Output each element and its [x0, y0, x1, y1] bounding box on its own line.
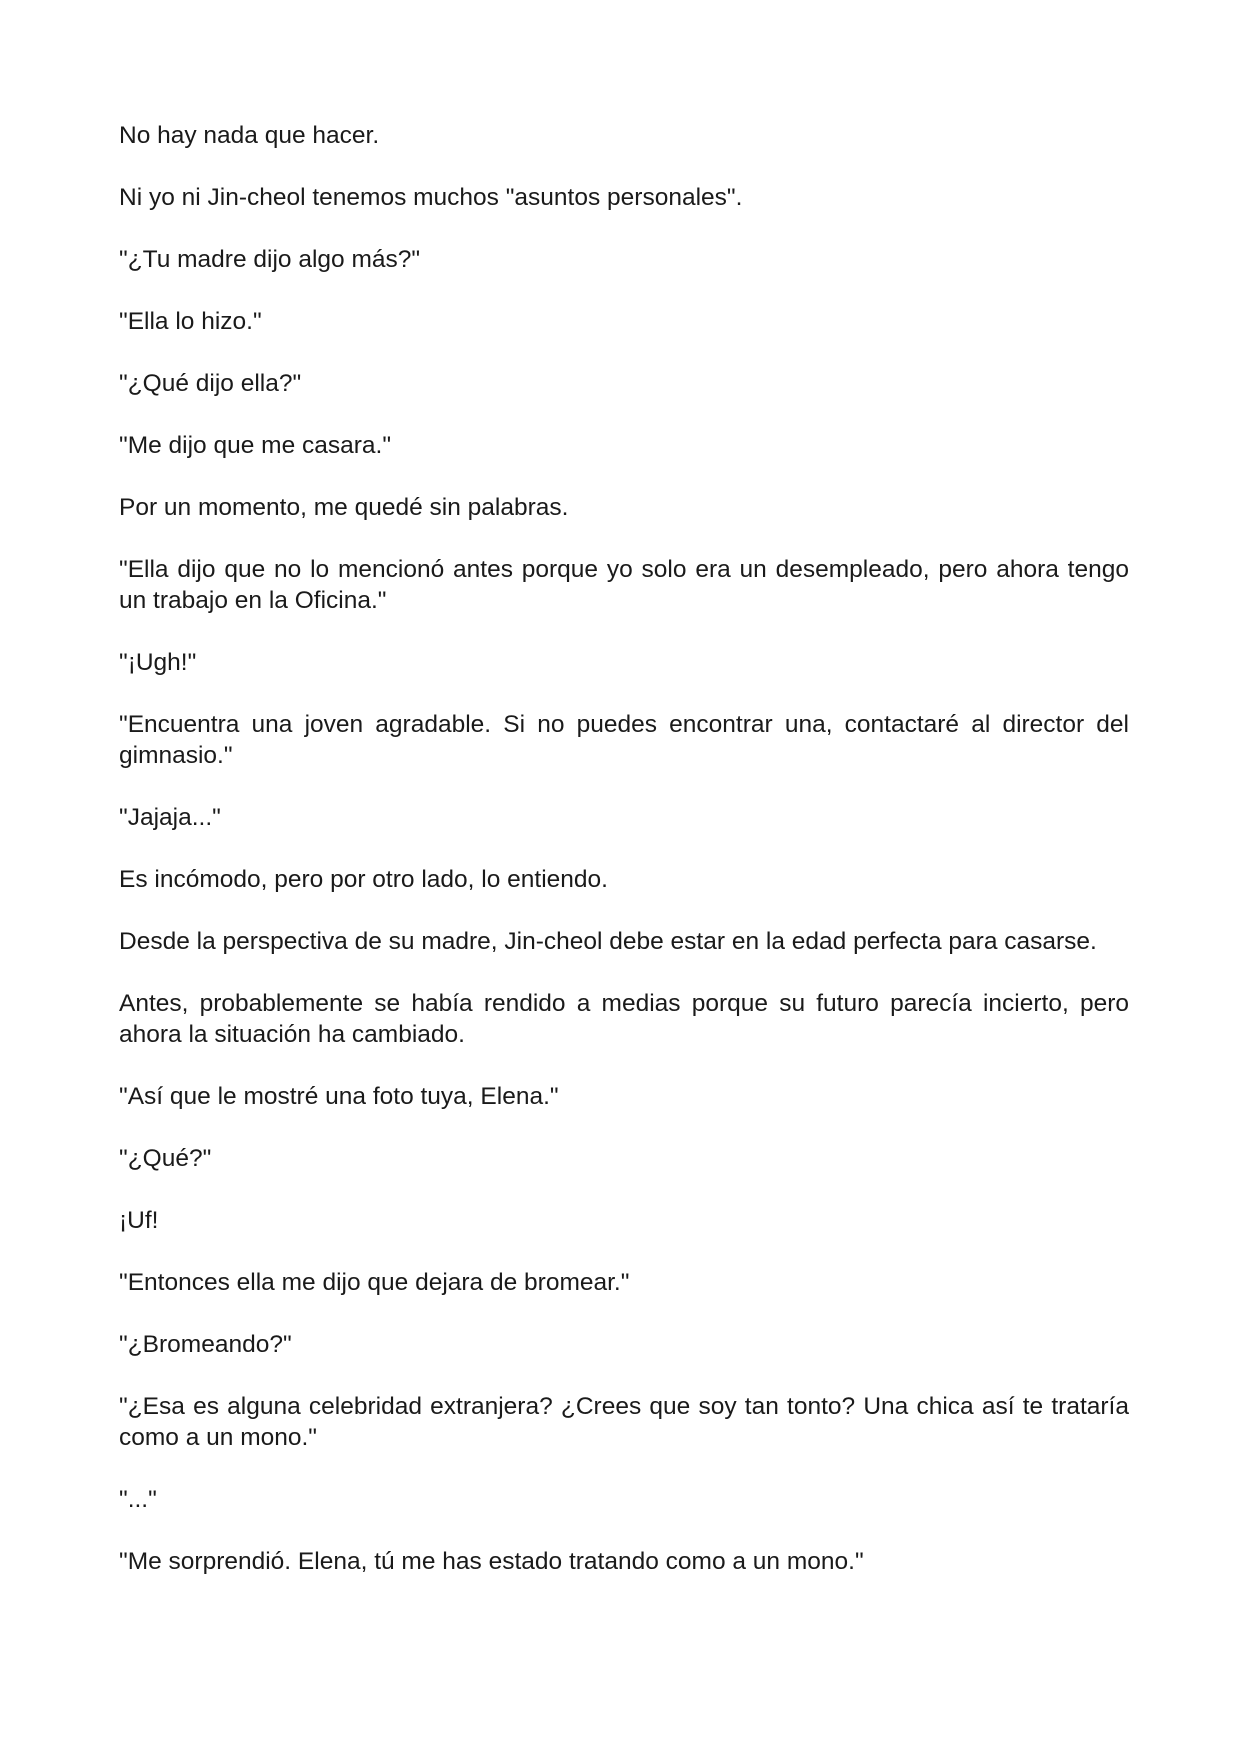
paragraph: "¿Tu madre dijo algo más?": [119, 246, 421, 273]
paragraph: "Jajaja...": [119, 804, 221, 831]
paragraph: "Me dijo que me casara.": [119, 432, 392, 459]
paragraph: "Encuentra una joven agradable. Si no puedes encontrar una, contactaré al director del gimnasio.": [119, 711, 1129, 769]
paragraph: "Entonces ella me dijo que dejara de bromear.": [119, 1269, 630, 1296]
paragraph: "¡Ugh!": [119, 649, 197, 676]
paragraph: ¡Uf!: [119, 1207, 159, 1234]
document-body: [119, 120, 1129, 1608]
paragraph: Desde la perspectiva de su madre, Jin-cheol debe estar en la edad perfecta para casarse.: [119, 928, 1097, 955]
paragraph: Por un momento, me quedé sin palabras.: [119, 494, 569, 521]
paragraph: Ni yo ni Jin-cheol tenemos muchos "asuntos personales".: [119, 184, 743, 211]
paragraph: "Me sorprendió. Elena, tú me has estado tratando como a un mono.": [119, 1548, 864, 1575]
paragraph: "¿Esa es alguna celebridad extranjera? ¿Crees que soy tan tonto? Una chica así te trataría como a un mono.": [119, 1393, 1129, 1451]
paragraph: "¿Bromeando?": [119, 1331, 292, 1358]
paragraph: "Ella lo hizo.": [119, 308, 262, 335]
paragraph: "Así que le mostré una foto tuya, Elena.": [119, 1083, 559, 1110]
paragraph: No hay nada que hacer.: [119, 122, 380, 149]
paragraph: "...": [119, 1486, 157, 1513]
paragraph: "¿Qué?": [119, 1145, 212, 1172]
paragraph: Antes, probablemente se había rendido a medias porque su futuro parecía incierto, pero ahora la situación ha cambiado.: [119, 990, 1129, 1048]
paragraph: "Ella dijo que no lo mencionó antes porque yo solo era un desempleado, pero ahora tengo un trabajo en la Oficina.": [119, 556, 1129, 614]
paragraph: "¿Qué dijo ella?": [119, 370, 302, 397]
paragraph: Es incómodo, pero por otro lado, lo entiendo.: [119, 866, 608, 893]
